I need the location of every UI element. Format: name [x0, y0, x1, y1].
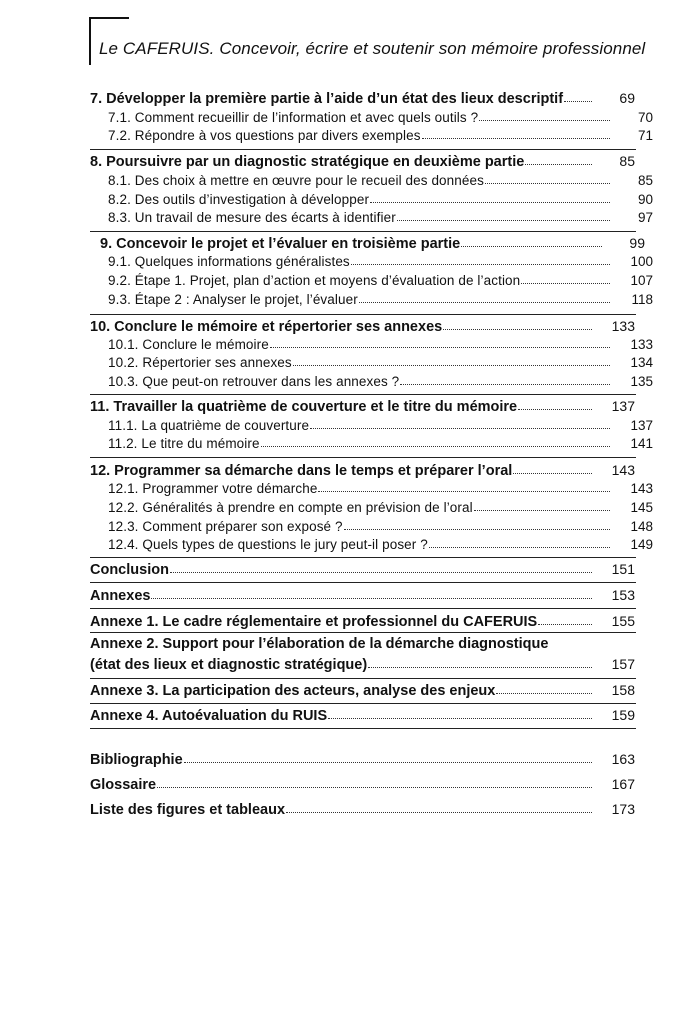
dot-leader: [170, 572, 592, 573]
toc-title: Annexe 1. Le cadre réglementaire et professionnel du CAFERUIS: [90, 614, 538, 630]
dot-leader: [485, 183, 610, 184]
section-divider: [90, 557, 636, 558]
toc-page: 90: [637, 192, 653, 207]
toc-page: 71: [637, 128, 653, 143]
toc-title: 9.1. Quelques informations généralistes: [108, 254, 350, 269]
toc-page: 151: [611, 561, 635, 577]
running-header: [89, 17, 646, 65]
section-divider: [90, 728, 636, 729]
toc-page: 107: [630, 273, 653, 288]
toc-page: 159: [611, 707, 635, 723]
section-divider: [90, 149, 636, 150]
toc-page: 141: [630, 436, 653, 451]
toc-title: 11.1. La quatrième de couverture: [108, 418, 310, 433]
dot-leader: [474, 510, 610, 511]
dot-leader: [496, 693, 592, 694]
toc-section-8-2[interactable]: [90, 192, 653, 207]
toc-page: 157: [611, 656, 635, 672]
toc-title: 8.1. Des choix à mettre en œuvre pour le recueil des données: [108, 173, 484, 188]
toc-page: 173: [611, 801, 635, 817]
section-divider: [90, 582, 636, 583]
toc-title: 10.2. Répertorier ses annexes: [108, 355, 292, 370]
dot-leader: [351, 264, 610, 265]
toc-page: 85: [619, 153, 635, 169]
dot-leader: [344, 529, 610, 530]
dot-leader: [328, 718, 592, 719]
toc-page: 99: [629, 235, 645, 251]
toc-chapter-11[interactable]: [90, 398, 635, 415]
toc-section-10-2[interactable]: [90, 355, 653, 370]
toc-page: 134: [630, 355, 653, 370]
toc-glossaire[interactable]: [90, 776, 635, 793]
dot-leader: [400, 384, 610, 385]
dot-leader: [521, 283, 610, 284]
section-divider: [90, 703, 636, 704]
toc-page: 100: [630, 254, 653, 269]
toc-title: 9.2. Étape 1. Projet, plan d’action et moyens d’évaluation de l’action: [108, 273, 521, 288]
toc-title: 10.1. Conclure le mémoire: [108, 337, 269, 352]
dot-leader: [293, 365, 610, 366]
toc-chapter-10[interactable]: [90, 318, 635, 335]
toc-page: 137: [630, 418, 653, 433]
toc-annexe-4[interactable]: [90, 707, 635, 724]
toc-conclusion[interactable]: [90, 561, 635, 578]
toc-annexe-3[interactable]: [90, 682, 635, 699]
toc-title: Liste des figures et tableaux: [90, 802, 286, 818]
dot-leader: [422, 138, 610, 139]
toc-page: 155: [611, 613, 635, 629]
toc-title: Conclusion: [90, 562, 169, 578]
toc-section-7-1[interactable]: [90, 110, 653, 125]
toc-section-10-3[interactable]: [90, 374, 653, 389]
toc-section-9-1[interactable]: [90, 254, 653, 269]
toc-bibliographie[interactable]: [90, 751, 635, 768]
toc-chapter-7[interactable]: [90, 90, 635, 107]
toc-page: 153: [611, 587, 635, 603]
dot-leader: [157, 787, 592, 788]
toc-page: 163: [611, 751, 635, 767]
toc-title: Annexes: [90, 588, 151, 604]
toc-section-9-2[interactable]: [90, 273, 653, 288]
toc-section-11-2[interactable]: [90, 436, 653, 451]
dot-leader: [370, 202, 610, 203]
toc-title: Annexe 2. Support pour l’élaboration de la démarche diagnostique: [90, 636, 549, 652]
toc-page: 135: [630, 374, 653, 389]
toc-title: 9. Concevoir le projet et l’évaluer en troisième partie: [100, 236, 461, 252]
toc-title: 10.3. Que peut-on retrouver dans les annexes ?: [108, 374, 400, 389]
toc-chapter-12[interactable]: [90, 462, 635, 479]
dot-leader: [261, 446, 610, 447]
toc-section-10-1[interactable]: [90, 337, 653, 352]
dot-leader: [564, 101, 592, 102]
toc-section-7-2[interactable]: [90, 128, 653, 143]
toc-page: 70: [637, 110, 653, 125]
header-rule-horizontal: [89, 17, 129, 19]
dot-leader: [270, 347, 610, 348]
toc-section-8-1[interactable]: [90, 173, 653, 188]
dot-leader: [397, 220, 610, 221]
toc-title: Annexe 3. La participation des acteurs, analyse des enjeux: [90, 683, 496, 699]
header-rule-vertical: [89, 17, 91, 65]
dot-leader: [525, 164, 592, 165]
toc-page: 148: [630, 519, 653, 534]
dot-leader: [359, 302, 610, 303]
toc-title: (état des lieux et diagnostic stratégique): [90, 657, 368, 673]
toc-title: 7.2. Répondre à vos questions par divers exemples: [108, 128, 421, 143]
toc-page: 69: [619, 90, 635, 106]
toc-page: 85: [637, 173, 653, 188]
toc-chapter-9[interactable]: [90, 235, 645, 252]
toc-page: 149: [630, 537, 653, 552]
toc-title: 12.1. Programmer votre démarche: [108, 481, 318, 496]
toc-section-12-2[interactable]: [90, 500, 653, 515]
toc-section-11-1[interactable]: [90, 418, 653, 433]
toc-annexe-2-line1[interactable]: [90, 636, 635, 652]
toc-annexe-2[interactable]: [90, 656, 635, 673]
toc-title: 8.2. Des outils d’investigation à développer: [108, 192, 370, 207]
dot-leader: [443, 329, 592, 330]
section-divider: [90, 632, 636, 633]
toc-page: 133: [630, 337, 653, 352]
toc-title: 11. Travailler la quatrième de couverture et le titre du mémoire: [90, 399, 518, 415]
toc-page: 158: [611, 682, 635, 698]
dot-leader: [538, 624, 592, 625]
toc-figures[interactable]: [90, 801, 635, 818]
toc-title: 7.1. Comment recueillir de l’information et avec quels outils ?: [108, 110, 479, 125]
toc-title: 12.2. Généralités à prendre en compte en prévision de l’oral: [108, 500, 473, 515]
toc-page: 97: [637, 210, 653, 225]
toc-page: 137: [611, 398, 635, 414]
dot-leader: [310, 428, 610, 429]
dot-leader: [461, 246, 602, 247]
dot-leader: [479, 120, 610, 121]
toc-title: Bibliographie: [90, 752, 183, 768]
toc-section-9-3[interactable]: [90, 292, 653, 307]
section-divider: [90, 314, 636, 315]
dot-leader: [368, 667, 592, 668]
toc-title: 12.3. Comment préparer son exposé ?: [108, 519, 343, 534]
toc-section-12-1[interactable]: [90, 481, 653, 496]
section-divider: [90, 394, 636, 395]
toc-annexes[interactable]: [90, 587, 635, 604]
toc-title: 12. Programmer sa démarche dans le temps et préparer l’oral: [90, 463, 513, 479]
section-divider: [90, 231, 636, 232]
toc-section-12-3[interactable]: [90, 519, 653, 534]
toc-page: 133: [611, 318, 635, 334]
toc-title: Annexe 4. Autoévaluation du RUIS: [90, 708, 328, 724]
toc-title: 8.3. Un travail de mesure des écarts à identifier: [108, 210, 396, 225]
dot-leader: [513, 473, 592, 474]
toc-section-8-3[interactable]: [90, 210, 653, 225]
toc-page: 167: [611, 776, 635, 792]
toc-page: 143: [630, 481, 653, 496]
toc-title: 7. Développer la première partie à l’aide d’un état des lieux descriptif: [90, 91, 564, 107]
section-divider: [90, 457, 636, 458]
section-divider: [90, 678, 636, 679]
dot-leader: [184, 762, 592, 763]
toc-title: 10. Conclure le mémoire et répertorier ses annexes: [90, 319, 443, 335]
toc-title: 12.4. Quels types de questions le jury peut-il poser ?: [108, 537, 428, 552]
toc-page: 118: [631, 292, 653, 307]
dot-leader: [286, 812, 592, 813]
toc-title: 11.2. Le titre du mémoire: [108, 436, 260, 451]
toc-chapter-8[interactable]: [90, 153, 635, 170]
toc-page: 143: [611, 462, 635, 478]
dot-leader: [318, 491, 610, 492]
toc-annexe-1[interactable]: [90, 613, 635, 630]
dot-leader: [518, 409, 592, 410]
dot-leader: [151, 598, 592, 599]
toc-title: 8. Poursuivre par un diagnostic stratégique en deuxième partie: [90, 154, 525, 170]
section-divider: [90, 608, 636, 609]
toc-title: Glossaire: [90, 777, 157, 793]
dot-leader: [429, 547, 610, 548]
toc-title: 9.3. Étape 2 : Analyser le projet, l’évaluer: [108, 292, 358, 307]
toc-section-12-4[interactable]: [90, 537, 653, 552]
toc-page: 145: [630, 500, 653, 515]
header-title: Le CAFERUIS. Concevoir, écrire et soutenir son mémoire professionnel: [99, 39, 646, 58]
